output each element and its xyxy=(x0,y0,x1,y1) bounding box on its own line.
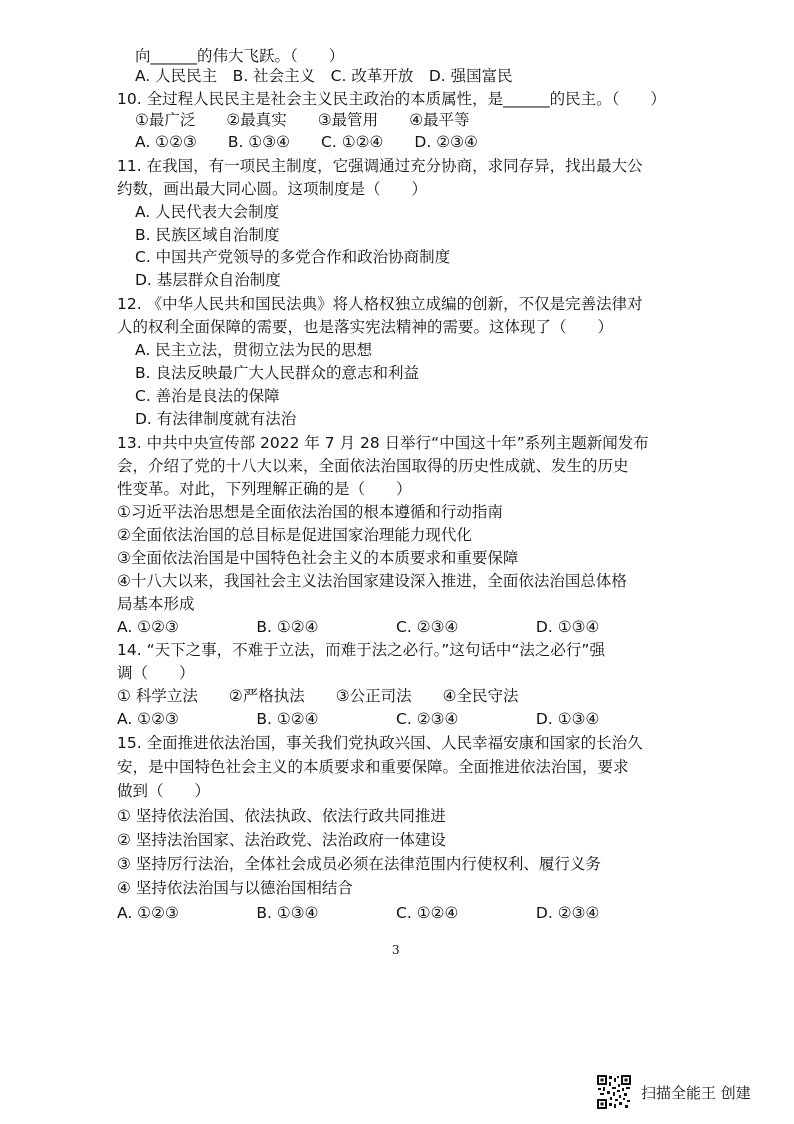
q11-option-d: D. 基层群众自治制度 xyxy=(135,271,281,289)
q12-option-a: A. 民主立法，贯彻立法为民的思想 xyxy=(135,341,373,359)
q13-options: A. ①②③ B. ①②④ C. ②③④ D. ①③④ xyxy=(117,618,600,636)
q11-stem-line-1: 11. 在我国，有一项民主制度，它强调通过充分协商，求同存异，找出最大公 xyxy=(117,157,643,175)
q10-stem: 10. 全过程人民民主是社会主义民主政治的本质属性，是______的民主。（ ） xyxy=(117,90,666,108)
q10-statements: ①最广泛 ②最真实 ③最管用 ④最平等 xyxy=(135,111,470,129)
q13-stem-line-3: 性变革。对此，下列理解正确的是（ ） xyxy=(117,480,412,498)
page-number: 3 xyxy=(392,943,400,957)
q13-statement-1: ①习近平法治思想是全面依法治国的根本遵循和行动指南 xyxy=(117,503,503,521)
q13-statement-4-line-2: 局基本形成 xyxy=(117,595,195,613)
q13-stem-line-2: 会，介绍了党的十八大以来，全面依法治国取得的历史性成就、发生的历史 xyxy=(117,457,629,475)
q11-stem-line-2: 约数，画出最大同心圆。这项制度是（ ） xyxy=(117,180,428,198)
q14-stem-line-1: 14. “天下之事，不难于立法，而难于法之必行。”这句话中“法之必行”强 xyxy=(117,641,605,659)
q13-statement-4-line-1: ④十八大以来，我国社会主义法治国家建设深入推进，全面依法治国总体格 xyxy=(117,572,627,590)
q11-option-a: A. 人民代表大会制度 xyxy=(135,203,280,221)
q12-option-d: D. 有法律制度就有法治 xyxy=(135,410,297,428)
q10-options: A. ①②③ B. ①③④ C. ①②④ D. ②③④ xyxy=(135,133,478,151)
q9-options: A. 人民民主 B. 社会主义 C. 改革开放 D. 强国富民 xyxy=(135,67,513,85)
q9-stem-tail: 向______的伟大飞跃。（ ） xyxy=(135,47,345,65)
scanner-watermark-label: 扫描全能王 创建 xyxy=(641,1084,751,1102)
q14-stem-line-2: 调（ ） xyxy=(117,664,195,682)
q12-stem-line-2: 人的权利全面保障的需要，也是落实宪法精神的需要。这体现了（ ） xyxy=(117,318,614,336)
q11-option-b: B. 民族区域自治制度 xyxy=(135,226,280,244)
q12-stem-line-1: 12. 《中华人民共和国民法典》将人格权独立成编的创新，不仅是完善法律对 xyxy=(117,295,643,313)
q15-stem-line-2: 安，是中国特色社会主义的本质要求和重要保障。全面推进依法治国，要求 xyxy=(117,758,629,776)
q12-option-c: C. 善治是良法的保障 xyxy=(135,387,280,405)
q15-stem-line-1: 15. 全面推进依法治国，事关我们党执政兴国、人民幸福安康和国家的长治久 xyxy=(117,734,643,752)
q13-statement-2: ②全面依法治国的总目标是促进国家治理能力现代化 xyxy=(117,526,472,544)
q13-stem-line-1: 13. 中共中央宣传部 2022 年 7 月 28 日举行“中国这十年”系列主题新闻发布 xyxy=(117,434,649,452)
q15-statement-2: ② 坚持法治国家、法治政党、法治政府一体建设 xyxy=(117,831,446,849)
qr-code-icon xyxy=(597,1075,631,1109)
q15-stem-line-3: 做到（ ） xyxy=(117,782,211,800)
q12-option-b: B. 良法反映最广大人民群众的意志和利益 xyxy=(135,364,419,382)
q15-statement-3: ③ 坚持厉行法治，全体社会成员必须在法律范围内行使权利、履行义务 xyxy=(117,855,601,873)
q15-options: A. ①②③ B. ①③④ C. ①②④ D. ②③④ xyxy=(117,904,600,922)
q14-statements: ① 科学立法 ②严格执法 ③公正司法 ④全民守法 xyxy=(117,687,519,705)
q14-options: A. ①②③ B. ①②④ C. ②③④ D. ①③④ xyxy=(117,710,600,728)
q15-statement-1: ① 坚持依法治国、依法执政、依法行政共同推进 xyxy=(117,807,446,825)
q15-statement-4: ④ 坚持依法治国与以德治国相结合 xyxy=(117,879,353,897)
q13-statement-3: ③全面依法治国是中国特色社会主义的本质要求和重要保障 xyxy=(117,549,519,567)
q11-option-c: C. 中国共产党领导的多党合作和政治协商制度 xyxy=(135,248,451,266)
